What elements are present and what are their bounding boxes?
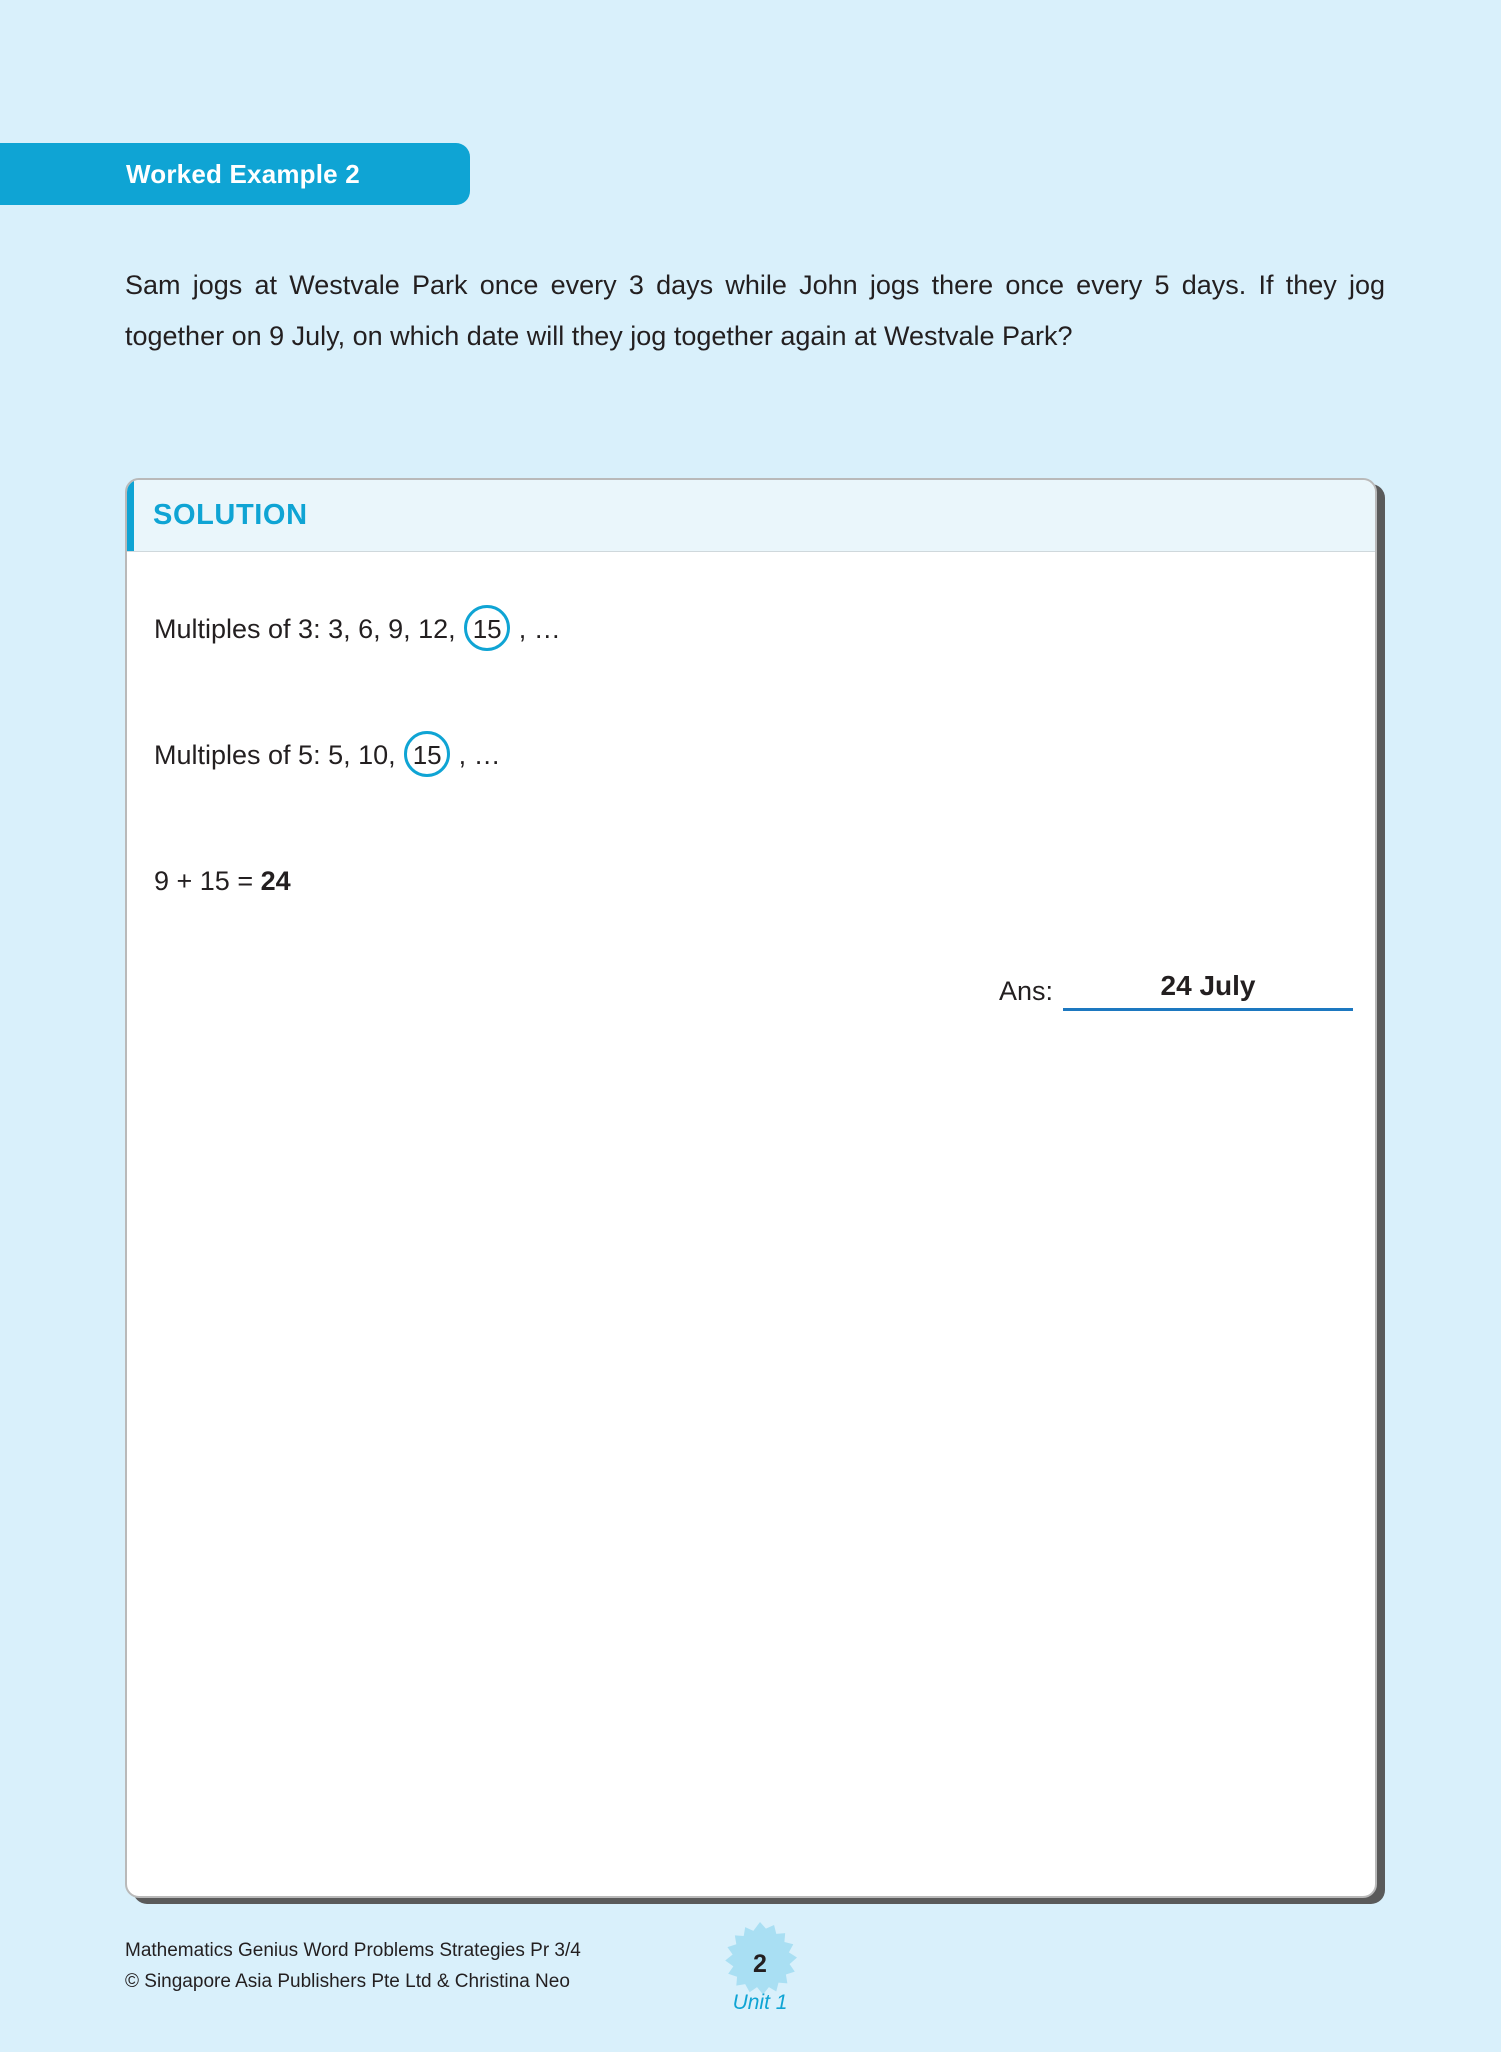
question-text: Sam jogs at Westvale Park once every 3 days while John jogs there once every 5 days. If they jog together on 9 July, on which date will they jog together again at Westvale Park?	[125, 270, 1385, 351]
computation-expression: 9 + 15 =	[154, 866, 254, 896]
worked-example-tab	[0, 143, 470, 205]
computation-result: 24	[260, 866, 291, 896]
multiples-of-3-prefix: Multiples of 3: 3, 6, 9, 12,	[154, 614, 456, 645]
footer-title: Mathematics Genius Word Problems Strategies Pr 3/4	[125, 1940, 581, 1961]
multiples-of-3-suffix: , …	[518, 614, 561, 645]
answer-value: 24 July	[1160, 970, 1256, 1001]
page-badge	[707, 1920, 813, 2026]
circled-value-15-a: 15	[464, 605, 510, 651]
multiples-of-5-suffix: , …	[458, 740, 501, 771]
answer-label: Ans:	[998, 976, 1053, 1006]
solution-header-label: SOLUTION	[153, 499, 308, 531]
multiples-of-5-line	[154, 734, 501, 780]
solution-panel	[125, 478, 1377, 1898]
worked-example-label: Worked Example 2	[126, 158, 360, 189]
multiples-of-5-prefix: Multiples of 5: 5, 10,	[154, 740, 396, 771]
solution-body	[127, 552, 1375, 1895]
solution-header	[127, 480, 1375, 552]
circled-value-15-b: 15	[404, 731, 450, 777]
footer-copyright: © Singapore Asia Publishers Pte Ltd & Christina Neo	[125, 1971, 570, 1992]
answer-row	[999, 970, 1353, 1011]
unit-label: Unit 1	[732, 1990, 788, 2014]
multiples-of-3-line	[154, 608, 561, 654]
page-number: 2	[753, 1949, 767, 1978]
answer-blank	[1063, 970, 1353, 1011]
footer	[125, 1935, 581, 1997]
computation-line	[154, 866, 291, 897]
